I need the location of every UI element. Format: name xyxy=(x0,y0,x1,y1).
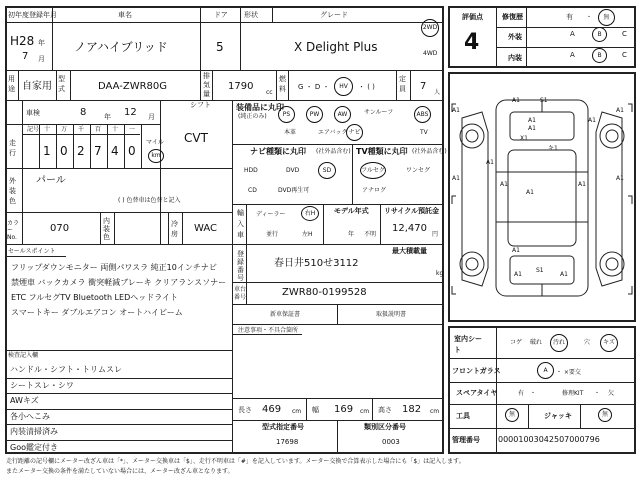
height-value: 182 xyxy=(402,404,422,415)
divider xyxy=(232,144,444,145)
divider xyxy=(200,71,201,100)
first-reg-month-unit: 月 xyxy=(38,55,45,63)
divider xyxy=(496,7,497,67)
spare-tire-label: スペアタイヤ xyxy=(456,389,498,397)
selling-point-4: スマートキー ダブルエアコン オートハイビーム xyxy=(11,308,183,317)
divider xyxy=(580,405,581,428)
mileage-digit-header: 千 xyxy=(78,126,85,133)
inspector-note: 内装清掃済み xyxy=(10,427,58,436)
diagram-damage-label: A1 xyxy=(560,271,568,278)
mileage-digit-header: 十 xyxy=(112,126,119,133)
diagram-damage-label: A1 xyxy=(528,117,536,124)
tools-none-circle: 無 xyxy=(505,408,519,422)
car-name-value: ノアハイブリッド xyxy=(74,40,168,54)
divider xyxy=(526,7,527,67)
interior-color-label: 内装色 xyxy=(103,217,110,241)
divider xyxy=(352,145,353,204)
max-load-label: 最大積載量 xyxy=(392,247,427,255)
repair-label: 修復歴 xyxy=(502,13,523,21)
width-label: 幅 xyxy=(312,406,319,414)
divider xyxy=(124,125,125,168)
model-year-label: モデル年式 xyxy=(334,207,369,215)
divider xyxy=(410,71,411,100)
equipment-option: サンルーフ xyxy=(364,109,394,116)
chassis-value: ZWR80-0199528 xyxy=(282,287,367,298)
fuel-options: G ・ D ・ xyxy=(298,83,330,91)
divider xyxy=(232,334,302,335)
ac-value: WAC xyxy=(194,223,217,234)
registration-label: 登録番号 xyxy=(237,250,244,282)
score-value: 4 xyxy=(464,30,480,55)
displacement-unit: cc xyxy=(266,89,273,96)
purpose-label: 用途 xyxy=(8,75,15,93)
grade-value: X Delight Plus xyxy=(294,40,378,54)
divider xyxy=(323,205,324,244)
divider xyxy=(528,405,529,428)
car-name-label: 車名 xyxy=(118,11,132,19)
model-value: DAA-ZWR80G xyxy=(98,81,168,92)
divider xyxy=(232,204,444,205)
class-number-label: 類別区分番号 xyxy=(364,423,406,431)
mileage-digit: 4 xyxy=(111,144,119,158)
tv-sublabel: (社外品含む) xyxy=(412,148,447,155)
divider xyxy=(200,7,201,70)
manual-label: 取扱説明書 xyxy=(376,311,407,318)
divider xyxy=(232,398,444,399)
diagram-damage-label: S1 xyxy=(536,267,544,274)
notes-defects-label: 注意事項・不具合箇所 xyxy=(238,327,299,334)
mileage-digit: 7 xyxy=(94,144,102,158)
divider xyxy=(160,101,161,244)
equipment-option: 本革 xyxy=(284,129,297,136)
divider xyxy=(272,7,273,22)
grade-option: A xyxy=(570,30,575,38)
separator-dot: ・ xyxy=(586,14,593,21)
equipment-option-circled: PS xyxy=(278,106,295,123)
divider xyxy=(6,70,443,71)
divider xyxy=(70,71,71,100)
divider xyxy=(337,420,338,454)
divider xyxy=(6,440,232,441)
seat-option: 破れ xyxy=(530,339,543,346)
shift-label: シフト xyxy=(190,101,211,109)
divider xyxy=(141,125,142,168)
height-label: 高さ xyxy=(378,406,392,414)
divider xyxy=(22,101,23,244)
equipment-sublabel: (純正のみ) xyxy=(238,113,267,120)
diagram-damage-label: A1 xyxy=(578,181,586,188)
model-label: 型式 xyxy=(58,75,65,93)
exterior-label: 外装色 xyxy=(9,177,16,205)
spare-tire-option: 修理KIT xyxy=(562,390,584,397)
width-unit: cm xyxy=(360,408,370,415)
model-year-value: 不明 xyxy=(364,231,377,238)
mileage-digit-header: 十 xyxy=(44,126,51,133)
jack-none-circle: 無 xyxy=(598,408,612,422)
mileage-km-circle: km xyxy=(148,149,164,163)
navi-option: HDD xyxy=(244,167,258,174)
diagram-damage-label: A1 xyxy=(588,117,596,124)
inspection-month-unit: 月 xyxy=(148,113,155,121)
warranty-label: 新車保証書 xyxy=(270,311,301,318)
inspection-year: 8 xyxy=(80,107,87,118)
fuel-hv-circle: HV xyxy=(334,77,353,96)
equipment-label: 装備品に丸印 xyxy=(236,103,284,112)
mileage-digit-header: 百 xyxy=(95,126,102,133)
seat-label: 室内シート xyxy=(454,335,482,354)
grade-label: グレード xyxy=(320,11,348,19)
type-designation-value: 17698 xyxy=(276,438,299,446)
interior-grade-label: 内装 xyxy=(508,54,522,62)
inspector-note: AWキズ xyxy=(10,396,39,405)
seat-option: 穴 xyxy=(584,339,591,346)
divider xyxy=(372,399,373,420)
length-value: 469 xyxy=(262,404,282,415)
divider xyxy=(396,71,397,100)
divider xyxy=(6,168,232,169)
seat-option-circled: 汚れ xyxy=(550,334,568,352)
max-load-unit: kg xyxy=(436,270,444,277)
shift-value: CVT xyxy=(184,131,208,145)
divider xyxy=(232,324,444,325)
recycle-value: 12,470 xyxy=(392,223,427,234)
front-glass-note: ・ ×要交 xyxy=(556,369,581,376)
selling-point-2: 禁煙車 バックカメラ 衝突軽減ブレーキ クリアランスソナー xyxy=(11,278,227,287)
diagram-damage-label: A1 xyxy=(514,271,522,278)
divider xyxy=(232,304,444,305)
equipment-option-circled: AW xyxy=(334,106,351,123)
divider xyxy=(90,125,91,168)
capacity-value: 7 xyxy=(420,81,427,92)
spare-tire-option: ・ xyxy=(594,390,601,397)
seat-option-circled: キズ xyxy=(600,334,618,352)
purpose-value: 自家用 xyxy=(22,81,52,92)
divider xyxy=(114,213,115,244)
divider xyxy=(380,205,381,244)
divider xyxy=(6,256,66,257)
divider xyxy=(6,409,232,410)
diagram-damage-label: A1 xyxy=(512,247,520,254)
diagram-damage-label: A1 xyxy=(616,107,624,114)
mileage-digit: 1 xyxy=(43,144,51,158)
equipment-option-circled: ナビ xyxy=(346,124,363,141)
divider xyxy=(232,282,444,283)
repair-option-yes: 有 xyxy=(566,13,573,21)
divider xyxy=(232,420,444,421)
recycle-unit: 円 xyxy=(432,231,439,238)
divider xyxy=(449,428,635,429)
divider xyxy=(6,393,232,394)
selling-point-1: フリップダウンモニター 両側パワスラ 純正10インチナビ xyxy=(11,263,217,272)
drive-4wd-label: 4WD xyxy=(423,50,438,57)
divider xyxy=(240,7,241,70)
chassis-label: 車台番号 xyxy=(234,286,247,301)
color-code-label: カラー No. xyxy=(7,220,20,241)
spare-tire-option: ・ xyxy=(530,390,537,397)
diagram-damage-label: A1 xyxy=(486,159,494,166)
tools-label: 工具 xyxy=(456,412,470,420)
management-value: 00001003042507000796 xyxy=(498,435,600,444)
navi-label: ナビ種類に丸印 xyxy=(250,147,306,156)
divider xyxy=(182,213,183,244)
displacement-value: 1790 xyxy=(228,81,254,92)
divider xyxy=(6,100,443,101)
diagram-damage-label: A1 xyxy=(526,189,534,196)
diagram-damage-label: キ1 xyxy=(548,145,558,152)
front-glass-circle: A xyxy=(537,362,554,379)
mileage-digit: 2 xyxy=(77,144,85,158)
seat-option: コゲ xyxy=(510,339,523,346)
inspector-note: シートスレ・シワ xyxy=(10,380,74,390)
divider xyxy=(449,382,635,383)
length-label: 長さ xyxy=(238,406,252,414)
mileage-digit-header: 記号 xyxy=(27,126,40,133)
registration-value: 春日井510せ3112 xyxy=(274,258,359,269)
divider xyxy=(18,71,19,100)
divider xyxy=(6,350,232,351)
spare-tire-option: 有 xyxy=(518,390,525,397)
divider xyxy=(6,424,232,425)
exterior-value: パール xyxy=(36,175,66,186)
diagram-damage-label: X1 xyxy=(520,135,528,142)
divider xyxy=(100,213,101,244)
inspector-note: 各小へこみ xyxy=(10,411,50,421)
divider xyxy=(107,125,108,168)
divider xyxy=(449,358,635,359)
diagram-damage-label: A1 xyxy=(512,97,520,104)
grade-selected-circle: B xyxy=(592,27,607,42)
tv-option-circled: フルセグ xyxy=(360,162,386,179)
color-code-value: 070 xyxy=(50,223,70,234)
equipment-option: TV xyxy=(420,129,428,136)
model-year-unit: 年 xyxy=(348,231,355,238)
divider xyxy=(497,27,635,28)
divider xyxy=(6,378,232,379)
car-diagram xyxy=(448,72,636,322)
type-designation-label: 型式指定番号 xyxy=(262,423,304,431)
grade-option: C xyxy=(622,30,627,38)
doors-value: 5 xyxy=(216,40,224,54)
divider xyxy=(497,47,635,48)
import-label: 輸入車 xyxy=(237,209,244,239)
divider xyxy=(6,212,232,213)
divider xyxy=(288,71,289,100)
navi-option: DVD再生可 xyxy=(278,187,310,194)
divider xyxy=(337,304,338,324)
first-reg-month: 7 xyxy=(22,51,29,62)
fuel-other: ・ ( ) xyxy=(358,83,375,91)
divider xyxy=(246,205,247,244)
jack-label: ジャッキ xyxy=(544,412,572,420)
management-label: 管理番号 xyxy=(452,436,480,444)
first-reg-year-unit: 年 xyxy=(38,39,45,47)
navi-option-circled: SD xyxy=(318,162,336,179)
equipment-option-circled: ABS xyxy=(414,106,431,123)
diagram-damage-label: S1 xyxy=(540,97,548,104)
fuel-label: 燃料 xyxy=(279,75,286,93)
length-unit: cm xyxy=(292,408,302,415)
height-unit: cm xyxy=(430,408,440,415)
body-type-label: 形状 xyxy=(244,11,258,19)
navi-option: CD xyxy=(248,187,257,194)
mileage-digit: 0 xyxy=(60,144,68,158)
recycle-label: リサイクル預託金 xyxy=(384,207,440,215)
divider xyxy=(22,125,23,168)
divider xyxy=(6,22,443,23)
mileage-digit: 0 xyxy=(128,144,136,158)
diagram-damage-label: A1 xyxy=(452,175,460,182)
divider xyxy=(232,101,233,454)
inspector-note: Goo鑑定付き xyxy=(10,442,58,452)
equipment-option-circled: PW xyxy=(306,106,323,123)
navi-option: DVD xyxy=(286,167,300,174)
footer-note-1: 走行距離の記号欄にメーター改ざん車は「*」、メーター交換車は「$」、走行不明車は「#」を記入しています。メーター交換で合算表示した場合にも「$」は記入します。 xyxy=(6,458,465,465)
grade-option: A xyxy=(570,51,575,59)
capacity-unit: 人 xyxy=(434,89,441,96)
diagram-damage-label: A1 xyxy=(528,125,536,132)
divider xyxy=(449,404,635,405)
diagram-damage-label: A1 xyxy=(452,107,460,114)
mileage-label: 走行 xyxy=(9,139,16,157)
divider xyxy=(246,245,247,304)
door-label: ドア xyxy=(214,11,228,19)
displacement-label: 排気量 xyxy=(203,72,210,98)
capacity-label: 定員 xyxy=(399,75,406,93)
navi-sublabel: (社外品含む) xyxy=(316,148,351,155)
divider xyxy=(232,244,444,245)
first-reg-era: H28 xyxy=(10,34,35,48)
diagram-damage-label: A1 xyxy=(500,181,508,188)
equipment-option: エアバック xyxy=(318,129,348,136)
class-number-value: 0003 xyxy=(382,438,400,446)
inspection-year-unit: 年 xyxy=(104,113,111,121)
footer-note-2: またメーター交換の条件を満たしていない場合には、メーター改ざん車となります。 xyxy=(6,468,234,475)
inspection-month: 12 xyxy=(124,107,137,118)
score-label: 評価点 xyxy=(462,13,483,21)
divider xyxy=(212,71,213,100)
ac-label: 冷房 xyxy=(171,220,178,238)
divider xyxy=(6,124,160,125)
tv-label: TV種類に丸印 xyxy=(356,147,408,156)
exterior-grade-label: 外装 xyxy=(508,33,522,41)
selling-point-3: ETC フルセグTV Bluetooth LEDヘッドライト xyxy=(11,293,178,302)
exterior-note: ( ) 色替車は色替と記入 xyxy=(118,197,181,204)
divider xyxy=(39,125,40,168)
divider xyxy=(306,399,307,420)
tv-option: ワンセグ xyxy=(406,167,431,174)
spare-tire-option: 欠 xyxy=(608,390,615,397)
tv-option: アナログ xyxy=(362,187,387,194)
inspector-notes-label: 検査記入欄 xyxy=(8,352,39,359)
import-left: 左H xyxy=(302,231,313,238)
width-value: 169 xyxy=(334,404,354,415)
grade-selected-circle: B xyxy=(592,48,607,63)
grade-option: C xyxy=(622,51,627,59)
mileage-digit-header: 万 xyxy=(61,126,68,133)
front-glass-label: フロントガラス xyxy=(452,367,501,375)
inspection-label: 車検 xyxy=(26,109,40,117)
divider xyxy=(73,125,74,168)
selling-points-label: セールスポイント xyxy=(8,248,56,255)
import-parallel: 並行 xyxy=(266,231,279,238)
divider xyxy=(168,213,169,244)
import-dealer: ディーラー xyxy=(256,211,286,218)
divider xyxy=(6,244,232,245)
divider xyxy=(56,125,57,168)
divider xyxy=(56,71,57,100)
mileage-unit-mile: マイル xyxy=(146,139,164,146)
mileage-digit-header: 一 xyxy=(129,126,136,133)
divider xyxy=(276,71,277,100)
first-reg-label: 初年度登録年月 xyxy=(8,11,57,19)
import-right-circle: 右H xyxy=(301,206,319,221)
drive-2wd-circle: 2WD xyxy=(421,19,439,37)
repair-none-circle: 無 xyxy=(598,9,615,26)
inspector-note: ハンドル・シフト・トリムスレ xyxy=(10,365,122,374)
diagram-damage-label: A1 xyxy=(616,175,624,182)
